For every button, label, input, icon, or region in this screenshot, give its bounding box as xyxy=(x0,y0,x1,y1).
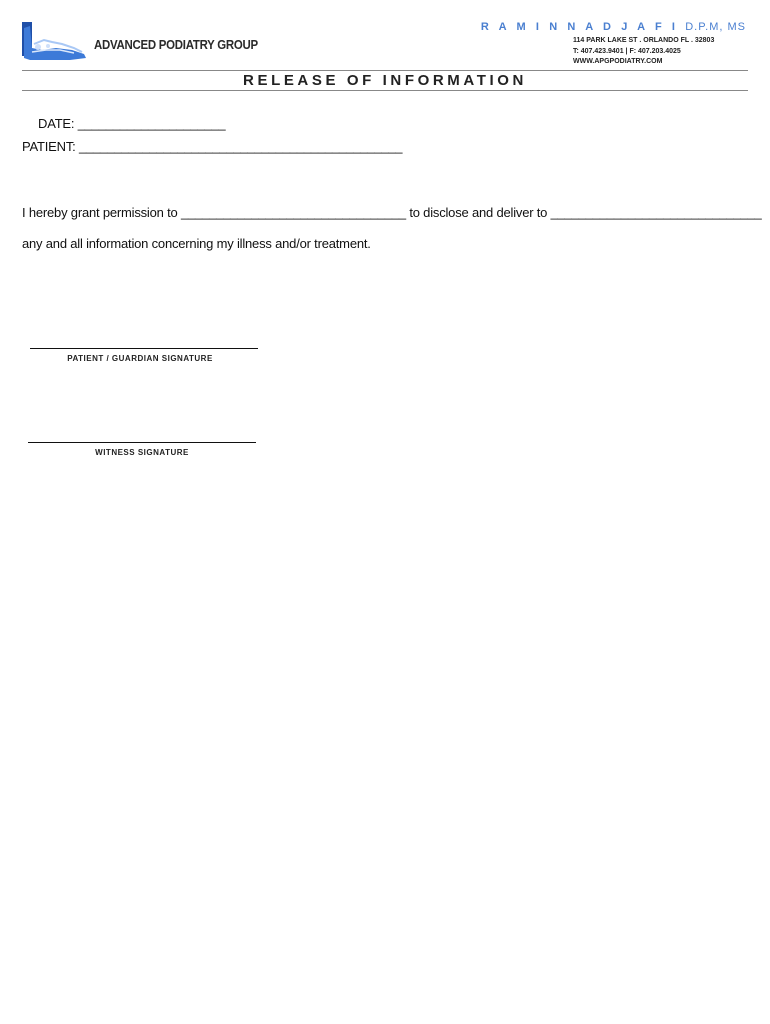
information-statement: any and all information concerning my illness and/or treatment. xyxy=(22,236,371,251)
witness-signature-line[interactable] xyxy=(28,442,256,443)
doctor-name-text: R A M I N N A D J A F I xyxy=(480,21,679,33)
header-top-rule xyxy=(22,70,748,71)
header-bottom-rule xyxy=(22,90,748,91)
form-title: RELEASE OF INFORMATION xyxy=(243,72,527,89)
patient-field[interactable]: PATIENT: ______________________________________________ xyxy=(22,139,403,154)
address-text: 114 PARK LAKE ST . ORLANDO FL . 32803 xyxy=(573,37,715,44)
contact-block xyxy=(573,36,714,68)
witness-signature-label: WITNESS SIGNATURE xyxy=(95,448,189,457)
phone-fax-text: T: 407.423.9401 | F: 407.203.4025 xyxy=(573,47,681,55)
patient-signature-label: PATIENT / GUARDIAN SIGNATURE xyxy=(67,354,213,363)
patient-signature-line[interactable] xyxy=(30,348,258,349)
website-text: WWW.APGPODIATRY.COM xyxy=(573,58,663,65)
date-field[interactable]: DATE: _____________________ xyxy=(38,116,226,131)
brand-name: ADVANCED PODIATRY GROUP xyxy=(94,37,258,52)
doctor-credentials: D.P.M, MS xyxy=(685,21,746,33)
foot-xray-logo-icon xyxy=(20,20,88,62)
doctor-name xyxy=(481,21,746,33)
permission-statement[interactable]: I hereby grant permission to ________________________________ to disclose and deliver to ______________________________ xyxy=(22,205,762,220)
